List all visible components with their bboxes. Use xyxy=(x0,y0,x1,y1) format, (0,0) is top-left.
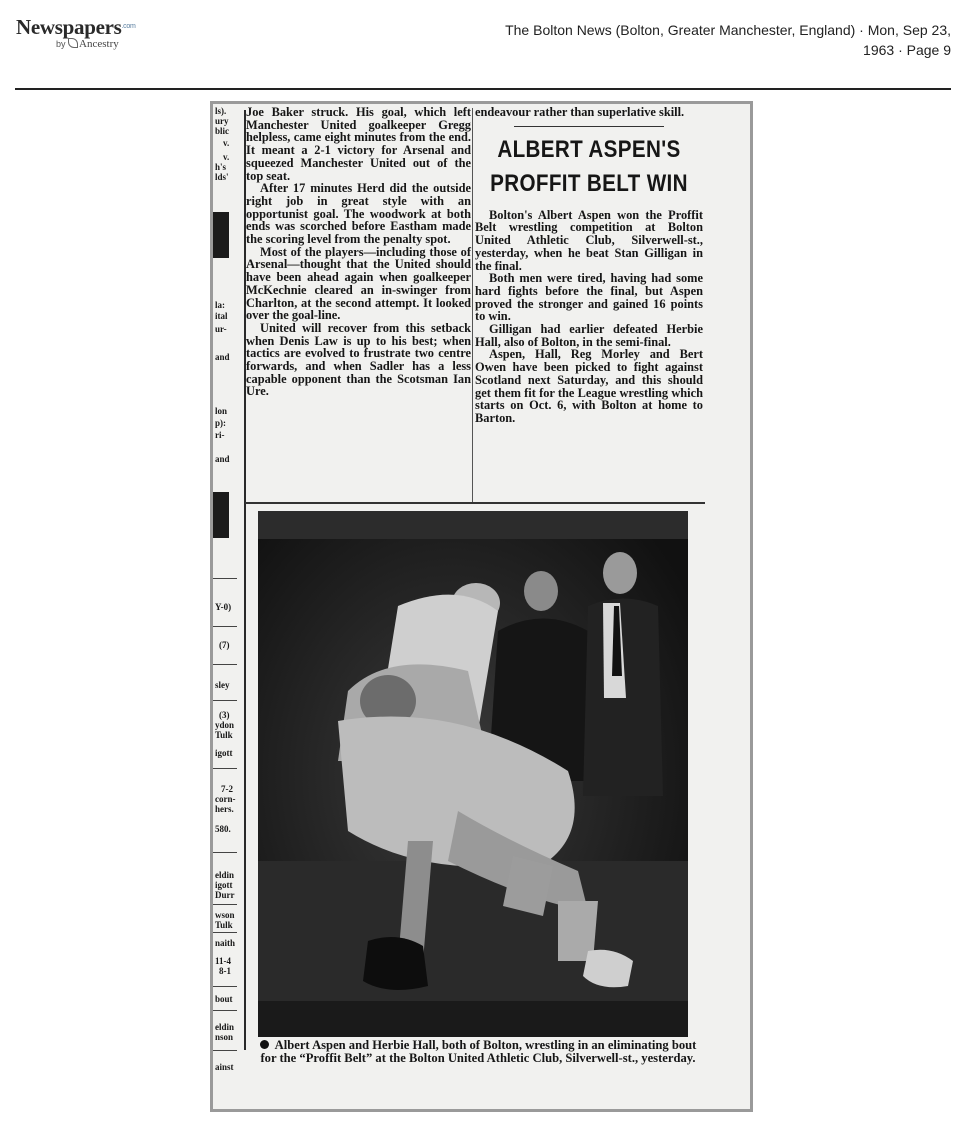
adjacent-column-fragment: ls). ury blic v. v. h's lds' la: ital ur- and lon p): ri- and Y-0) (7) sley (3) ydon Tulk igott 7-2 corn- hers. 580. eldin igott Durr wson Tulk naith 11-4 8-1 bout eldin nson ainst xyxy=(215,106,236,1072)
article-headline: ALBERT ASPEN'S PROFFIT BELT WIN xyxy=(490,135,688,197)
photo-illustration xyxy=(258,511,688,1037)
ancestry-leaf-icon xyxy=(68,38,78,48)
logo-byline: by Ancestry xyxy=(56,38,119,50)
ink-block xyxy=(213,492,229,538)
ink-block xyxy=(213,212,229,258)
wrestling-photograph xyxy=(258,511,688,1037)
paragraph: Aspen, Hall, Reg Morley and Bert Owen have been picked to fight against Scotland next Saturday, and this should get them fit for the League wrestling which starts on Oct. 6, with Bolton at home to Barton. xyxy=(475,347,703,425)
paragraph: United will recover from this setback when Denis Law is up to his best; when tactics are evolved to frustrate two centre forwards, and when Sadler has a less capable opponent than the Scotsman Ian Ure. xyxy=(246,320,471,399)
section-rule xyxy=(245,502,705,504)
newspapers-logo[interactable] xyxy=(16,16,146,56)
paragraph: Gilligan had earlier defeated Herbie Hall, also of Bolton, in the semi-final. xyxy=(475,322,703,349)
bullet-icon xyxy=(260,1040,269,1049)
column-rule xyxy=(472,108,473,503)
paragraph: Both men were tired, having had some hard fights before the final, but Aspen proved the stronger and gained 16 points to win. xyxy=(475,271,703,324)
article-separator xyxy=(514,126,664,127)
paragraph: Joe Baker struck. His goal, which left Manchester United goalkeeper Gregg helpless, came eight minutes from the end. It meant a 2-1 victory for Arsenal and squeezed Manchester United out of the top seat. xyxy=(246,105,471,183)
paragraph: After 17 minutes Herd did the outside right job in great style with an opportunist goal. The woodwork at both ends was scorched before Eastham made the scoring level from the penalty spot. xyxy=(246,181,471,247)
logo-wordmark: Newspapers$^{.com}$ xyxy=(16,15,136,39)
page-citation: The Bolton News (Bolton, Greater Manchester, England) · Mon, Sep 23, 1963 · Page 9 xyxy=(505,22,951,58)
header-divider xyxy=(15,88,951,90)
newspaper-clipping xyxy=(210,101,753,1112)
paragraph: Most of the players—including those of Arsenal—thought that the United should have been ahead again when goalkeeper McKechnie cleared an in-swinger from Charlton, at the second attempt. It looked over the goal-line. xyxy=(246,244,471,323)
paragraph: Bolton's Albert Aspen won the Proffit Belt wrestling competition at Bolton United Athletic Club, Silverwell-st., yesterday, when he beat Stan Gilligan in the final. xyxy=(475,207,703,273)
paragraph: endeavour rather than superlative skill. xyxy=(475,105,685,119)
article-right-column xyxy=(475,106,703,425)
article-left-column xyxy=(246,106,471,398)
photo-caption: Albert Aspen and Herbie Hall, both of Bolton, wrestling in an eliminating bout for the “Proffit Belt” at the Bolton United Athletic Club, Silverwell-st., yesterday. xyxy=(260,1038,697,1065)
